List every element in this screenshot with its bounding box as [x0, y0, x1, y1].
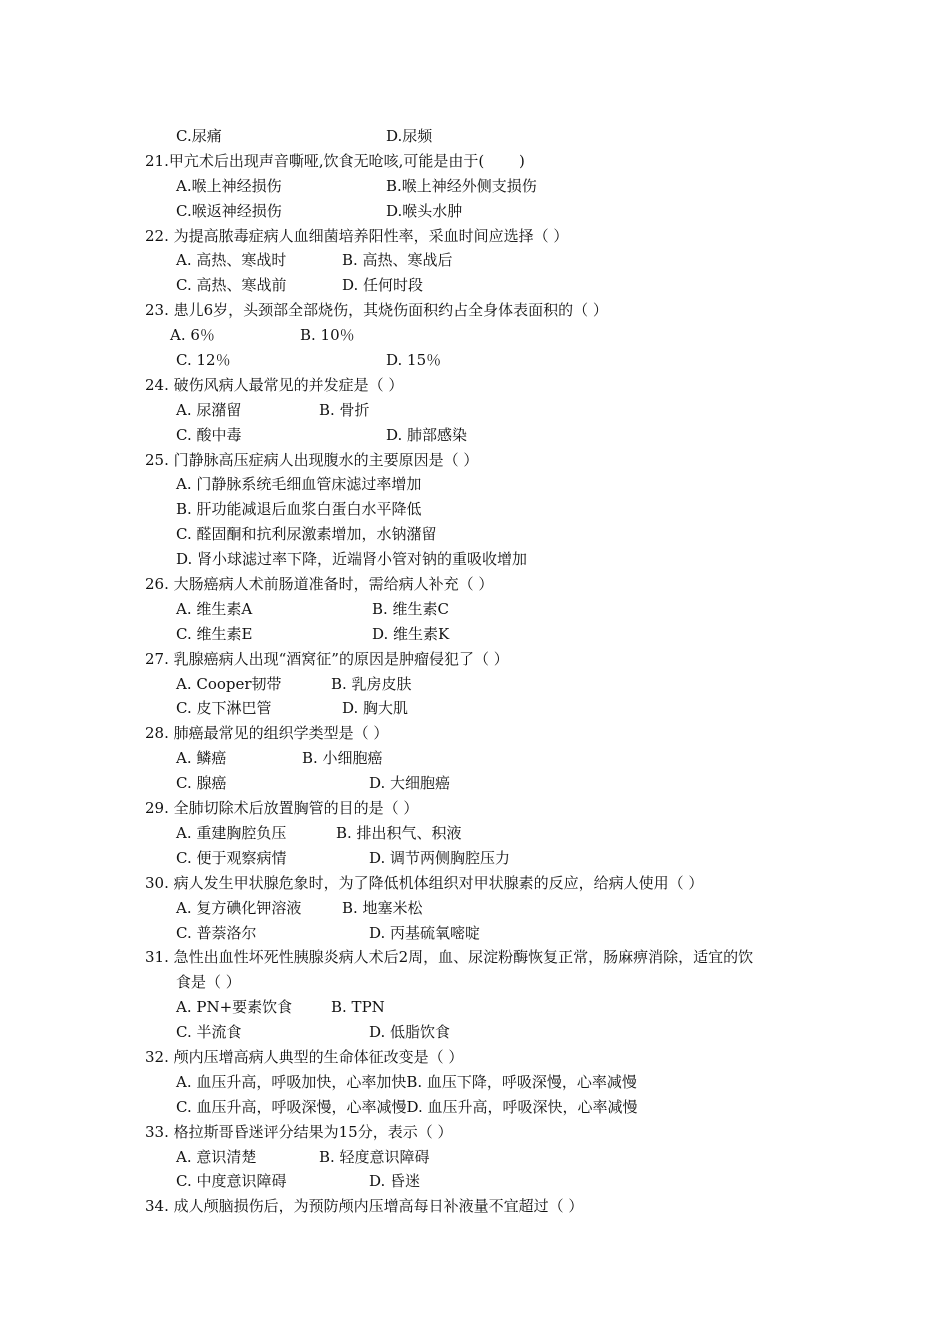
answer-options [145, 672, 825, 697]
answer-option: A. 6％ [170, 326, 215, 345]
answer-option: D. 肾小球滤过率下降，近端肾小管对钠的重吸收增加 [176, 550, 528, 569]
answer-options [145, 423, 825, 448]
answer-option: B. 肝功能减退后血浆白蛋白水平降低 [176, 500, 422, 519]
answer-option: D. 大细胞癌 [369, 774, 451, 793]
answer-option: C.喉返神经损伤 [176, 201, 282, 220]
answer-option: B. 乳房皮肤 [331, 674, 412, 693]
question-text: 34. 成人颅脑损伤后，为预防颅内压增高每日补液量不宜超过（ ） [145, 1197, 584, 1216]
answer-option: A. 复方碘化钾溶液 [176, 898, 302, 917]
answer-options [145, 896, 825, 921]
answer-option: B. 骨折 [319, 400, 370, 419]
answer-options [145, 746, 825, 771]
answer-option: C. 血压升高，呼吸深慢，心率减慢 [176, 1097, 407, 1116]
answer-options [145, 821, 825, 846]
question-text: 29. 全肺切除术后放置胸管的目的是（ ） [145, 799, 419, 818]
answer-options [145, 921, 825, 946]
answer-options [145, 124, 825, 149]
answer-option: B. 10％ [300, 326, 355, 345]
answer-options [145, 696, 825, 721]
question-list [145, 124, 825, 1219]
answer-options [145, 771, 825, 796]
question-text: 33. 格拉斯哥昏迷评分结果为15分，表示（ ） [145, 1122, 453, 1141]
answer-options [145, 348, 825, 373]
answer-option: D. 昏迷 [369, 1172, 421, 1191]
answer-options [145, 497, 825, 522]
question-text: 26. 大肠癌病人术前肠道准备时，需给病人补充（ ） [145, 575, 494, 594]
question-text: 31. 急性出血性坏死性胰腺炎病人术后2周，血、尿淀粉酶恢复正常，肠麻痹消除，适宜的饮 [145, 948, 754, 967]
answer-option: A. 重建胸腔负压 [176, 823, 287, 842]
answer-option: A. PN+要素饮食 [176, 998, 293, 1017]
answer-option: A. 意识清楚 [176, 1147, 257, 1166]
answer-option: C. 维生素E [176, 624, 253, 643]
answer-option: C. 酸中毒 [176, 425, 242, 444]
question-continuation: 食是（ ） [176, 973, 241, 992]
answer-option: D. 任何时段 [342, 276, 424, 295]
answer-options [145, 1070, 825, 1095]
answer-options [145, 273, 825, 298]
question-text: 30. 病人发生甲状腺危象时，为了降低机体组织对甲状腺素的反应，给病人使用（ ） [145, 873, 704, 892]
answer-option: D. 血压升高，呼吸深快，心率减慢 [406, 1097, 638, 1116]
answer-options [145, 398, 825, 423]
answer-options [145, 199, 825, 224]
answer-options [145, 995, 825, 1020]
answer-option: A. Cooper韧带 [176, 674, 282, 693]
answer-options [145, 622, 825, 647]
answer-option: D. 低脂饮食 [369, 1023, 451, 1042]
answer-option: C. 半流食 [176, 1023, 242, 1042]
answer-option: C. 腺癌 [176, 774, 227, 793]
question-text: 32. 颅内压增高病人典型的生命体征改变是（ ） [145, 1047, 464, 1066]
answer-options [145, 1095, 825, 1120]
answer-option: B. 维生素C [372, 599, 450, 618]
answer-option: A. 高热、寒战时 [176, 251, 287, 270]
question-text: 23. 患儿6岁，头颈部全部烧伤，其烧伤面积约占全身体表面积的（ ） [145, 301, 608, 320]
answer-options [145, 1169, 825, 1194]
answer-options [145, 597, 825, 622]
answer-option: A.喉上神经损伤 [176, 176, 282, 195]
answer-option: D.喉头水肿 [386, 201, 463, 220]
answer-option: D. 胸大肌 [342, 699, 409, 718]
answer-options [145, 1020, 825, 1045]
answer-option: C. 皮下淋巴管 [176, 699, 272, 718]
answer-option: D. 丙基硫氧嘧啶 [369, 923, 481, 942]
answer-option: B. 排出积气、积液 [336, 823, 462, 842]
answer-options [145, 547, 825, 572]
answer-option: B. TPN [331, 998, 385, 1017]
answer-option: B. 血压下降，呼吸深慢，心率减慢 [406, 1072, 637, 1091]
answer-option: C.尿痛 [176, 127, 222, 145]
answer-option: A. 维生素A [176, 599, 253, 618]
answer-option: C. 中度意识障碍 [176, 1172, 287, 1191]
answer-option: A. 尿潴留 [176, 400, 242, 419]
answer-options [145, 174, 825, 199]
answer-options [145, 1145, 825, 1170]
answer-option: D. 维生素K [372, 624, 450, 643]
answer-options [145, 248, 825, 273]
answer-option: B. 地塞米松 [342, 898, 423, 917]
answer-option: A. 血压升高，呼吸加快，心率加快 [176, 1072, 407, 1091]
answer-option: C. 12％ [176, 351, 231, 370]
answer-option: B. 高热、寒战后 [342, 251, 453, 270]
question-text: 21.甲亢术后出现声音嘶哑,饮食无呛咳,可能是由于( ) [145, 151, 525, 170]
question-text: 24. 破伤风病人最常见的并发症是（ ） [145, 375, 404, 394]
question-text: 25. 门静脉高压症病人出现腹水的主要原因是（ ） [145, 450, 479, 469]
answer-option: C. 普萘洛尔 [176, 923, 257, 942]
answer-option: B. 轻度意识障碍 [319, 1147, 430, 1166]
answer-option: D. 15％ [386, 351, 442, 370]
answer-option: C. 便于观察病情 [176, 848, 287, 867]
answer-option: D. 调节两侧胸腔压力 [369, 848, 511, 867]
answer-option: B. 小细胞癌 [302, 749, 383, 768]
answer-option: B.喉上神经外侧支损伤 [386, 176, 537, 195]
question-text: 27. 乳腺癌病人出现“酒窝征”的原因是肿瘤侵犯了（ ） [145, 649, 509, 668]
question-text: 28. 肺癌最常见的组织学类型是（ ） [145, 724, 389, 743]
answer-options [145, 323, 825, 348]
answer-option: D. 肺部感染 [386, 425, 468, 444]
answer-option: A. 门静脉系统毛细血管床滤过率增加 [176, 475, 422, 494]
question-text: 22. 为提高脓毒症病人血细菌培养阳性率，采血时间应选择（ ） [145, 226, 569, 245]
answer-options [145, 472, 825, 497]
answer-options [145, 846, 825, 871]
answer-option: C. 醛固酮和抗利尿激素增加，水钠潴留 [176, 525, 437, 544]
answer-option: D.尿频 [386, 127, 433, 145]
answer-option: C. 高热、寒战前 [176, 276, 287, 295]
answer-options [145, 522, 825, 547]
answer-option: A. 鳞癌 [176, 749, 227, 768]
